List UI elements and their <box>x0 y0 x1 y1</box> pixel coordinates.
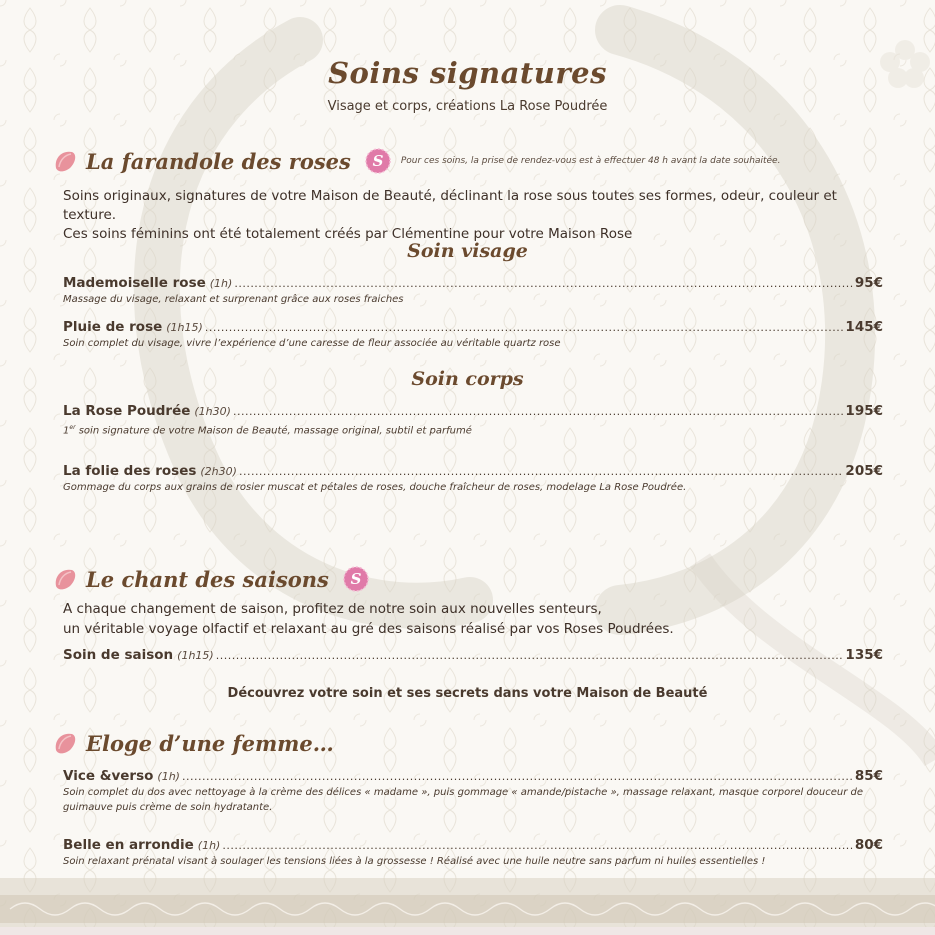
price: 85€ <box>854 768 883 784</box>
s-badge-icon <box>343 566 369 592</box>
section-farandole-header <box>52 148 780 174</box>
section-eloge-header <box>52 730 334 756</box>
rose-petal-icon <box>52 148 78 174</box>
menu-item: Pluie de rose (1h15) ..... 145€ Soin complet du visage, vivre l’expérience d’une caresse de fleur associée au véritable quartz rose <box>63 319 883 351</box>
dot-leader <box>216 649 844 662</box>
dot-leader <box>222 839 852 852</box>
saisons-intro: A chaque changement de saison, profitez de notre soin aux nouvelles senteurs, un véritable voyage olfactif et relaxant au gré des saisons réalisé par vos Roses Poudrées. <box>63 601 674 637</box>
price: 145€ <box>845 319 883 335</box>
rose-petal-icon <box>52 566 78 592</box>
menu-item: Belle en arrondie (1h) ..... 80€ Soin relaxant prénatal visant à soulager les tensions liées à la grossesse ! Réalisé avec une huile neutre sans parfum ni huiles essentielles ! <box>63 837 883 869</box>
section-title-eloge: Eloge d’une femme… <box>86 730 334 756</box>
menu-item: Vice &verso (1h) ..... 85€ Soin complet du dos avec nettoyage à la crème des délices « madame », puis gommage « amande/pistache », massage relaxant, masque corporel douceur de guimauve puis crème de soin hydratante. <box>63 768 883 815</box>
menu-item: Soin de saison (1h15) ..... 135€ <box>63 647 883 663</box>
farandole-intro: Soins originaux, signatures de votre Maison de Beauté, déclinant la rose sous toutes ses formes, odeur, couleur et texture. Ces soins féminins ont été totalement créés par Clémentine pour votre Maison Rose <box>63 188 837 242</box>
dot-leader <box>233 405 843 418</box>
menu-item: Mademoiselle rose (1h) ..... 95€ Massage du visage, relaxant et surprenant grâce aux roses fraiches <box>63 275 883 307</box>
page-subtitle: Visage et corps, créations La Rose Poudrée <box>327 99 608 114</box>
s-badge-icon <box>365 148 391 174</box>
dot-leader <box>182 770 853 783</box>
menu-item: La Rose Poudrée (1h30) ..... 195€ 1er soin signature de votre Maison de Beauté, massage original, subtil et parfumé <box>63 403 883 438</box>
menu-item: La folie des roses (2h30) ..... 205€ Gommage du corps aux grains de rosier muscat et pétales de roses, douche fraîcheur de roses, modelage La Rose Poudrée. <box>63 463 883 495</box>
section-title-farandole: La farandole des roses <box>86 148 351 174</box>
dot-leader <box>205 321 844 334</box>
booking-note: Pour ces soins, la prise de rendez-vous est à effectuer 48 h avant la date souhaitée. <box>400 156 781 166</box>
price: 95€ <box>854 275 883 291</box>
svg-text:S: S <box>350 570 362 588</box>
dot-leader <box>239 465 843 478</box>
section-saisons-header <box>52 566 369 592</box>
dot-leader <box>234 277 852 290</box>
price: 135€ <box>845 647 883 663</box>
subheading-soin-visage: Soin visage <box>407 240 528 262</box>
page-title: Soins signatures <box>328 56 607 90</box>
svg-text:S: S <box>372 152 384 170</box>
price: 205€ <box>845 463 883 479</box>
section-title-saisons: Le chant des saisons <box>86 566 329 592</box>
discover-note: Découvrez votre soin et ses secrets dans votre Maison de Beauté <box>227 686 708 701</box>
rose-petal-icon <box>52 730 78 756</box>
price: 195€ <box>845 403 883 419</box>
subheading-soin-corps: Soin corps <box>411 368 524 390</box>
price: 80€ <box>854 837 883 853</box>
